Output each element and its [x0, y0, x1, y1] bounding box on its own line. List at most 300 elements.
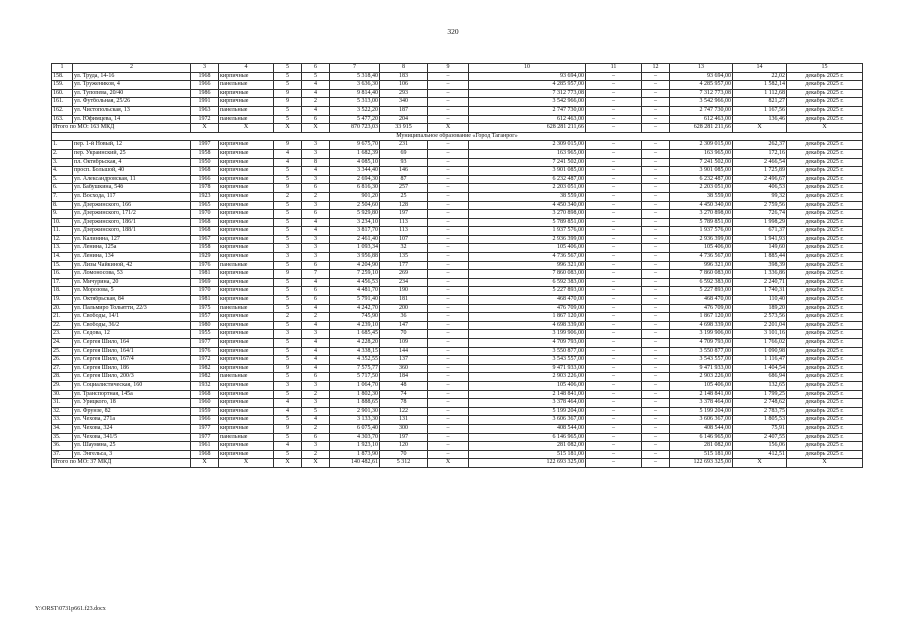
table-cell: 5	[274, 167, 302, 176]
table-cell: кирпичные	[219, 270, 274, 279]
table-cell: 2 201,04	[733, 321, 787, 330]
table-cell: 70	[380, 450, 428, 459]
table-row	[52, 321, 863, 330]
table-cell: –	[642, 459, 670, 468]
table-cell: 3 378 464,00	[469, 399, 586, 408]
table-cell: декабрь 2025 г.	[787, 330, 863, 339]
table-cell: –	[428, 98, 469, 107]
table-cell: 6 592 383,00	[670, 278, 733, 287]
table-cell: 25	[380, 192, 428, 201]
table-cell: 122	[380, 407, 428, 416]
table-cell: 5 227 893,00	[670, 287, 733, 296]
table-cell: 628 281 211,66	[469, 124, 586, 133]
table-cell: 1958	[191, 149, 219, 158]
table-row	[52, 407, 863, 416]
table-cell: 398,39	[733, 261, 787, 270]
table-cell: ул. Свободы, 36/2	[73, 321, 191, 330]
table-cell: 3 344,40	[330, 167, 380, 176]
table-cell: 33 915	[380, 124, 428, 133]
table-cell: 1960	[191, 399, 219, 408]
table-cell: 9	[274, 89, 302, 98]
table-cell: декабрь 2025 г.	[787, 347, 863, 356]
table-cell: декабрь 2025 г.	[787, 227, 863, 236]
table-cell: 293	[380, 89, 428, 98]
table-cell: –	[428, 158, 469, 167]
table-cell: –	[428, 399, 469, 408]
table-cell: ул. Труда, 14-16	[73, 72, 191, 81]
table-cell: 1 873,90	[330, 450, 380, 459]
table-cell: 821,27	[733, 98, 787, 107]
table-cell: 4	[302, 218, 330, 227]
table-cell: –	[642, 106, 670, 115]
table-cell: 163.	[52, 115, 73, 124]
table-cell: 1970	[191, 287, 219, 296]
table-cell: 3 901 085,00	[469, 167, 586, 176]
table-cell: 7.	[52, 192, 73, 201]
table-cell: ул. Бабушкина, 54б	[73, 184, 191, 193]
table-cell: 2 496,67	[733, 175, 787, 184]
table-cell: 13.	[52, 244, 73, 253]
table-cell: –	[586, 313, 642, 322]
table-cell: кирпичные	[219, 192, 274, 201]
table-cell: –	[586, 98, 642, 107]
table-cell: 4	[274, 407, 302, 416]
table-cell: кирпичные	[219, 89, 274, 98]
table-cell: панельные	[219, 373, 274, 382]
table-cell: ул. Сергея Шило, 164/1	[73, 347, 191, 356]
table-cell: –	[642, 115, 670, 124]
table-cell: 9	[428, 64, 469, 73]
table-cell: 4	[302, 89, 330, 98]
table-cell: 4	[302, 321, 330, 330]
table-cell: 7 860 083,00	[670, 270, 733, 279]
table-cell: 122 693 325,00	[670, 459, 733, 468]
table-cell: пер. Украинский, 25	[73, 149, 191, 158]
table-cell: 135	[380, 253, 428, 262]
table-cell: 671,37	[733, 227, 787, 236]
table-cell: кирпичные	[219, 158, 274, 167]
table-cell: 1961	[191, 442, 219, 451]
table-cell: 3 636,30	[330, 81, 380, 90]
table-cell: 190	[380, 287, 428, 296]
table-cell: 1977	[191, 433, 219, 442]
table-cell: 1981	[191, 270, 219, 279]
table-cell: 18.	[52, 287, 73, 296]
housing-register-table	[51, 63, 863, 468]
table-cell: 5	[274, 339, 302, 348]
table-cell: –	[642, 124, 670, 133]
table-cell: 5	[274, 347, 302, 356]
table-cell: кирпичные	[219, 347, 274, 356]
table-cell: –	[428, 416, 469, 425]
table-cell: 412,51	[733, 450, 787, 459]
table-cell: 5.	[52, 175, 73, 184]
table-cell: X	[428, 124, 469, 133]
table-cell: –	[428, 210, 469, 219]
table-cell: 1968	[191, 167, 219, 176]
table-cell: 231	[380, 141, 428, 150]
table-cell: 4	[302, 304, 330, 313]
table-cell: 3 817,70	[330, 227, 380, 236]
table-cell: X	[219, 124, 274, 133]
table-cell: 5 791,40	[330, 296, 380, 305]
table-cell: 628 281 211,66	[670, 124, 733, 133]
table-cell: декабрь 2025 г.	[787, 81, 863, 90]
table-cell: 25.	[52, 347, 73, 356]
table-cell: –	[642, 192, 670, 201]
table-cell: 8.	[52, 201, 73, 210]
table-cell: кирпичные	[219, 390, 274, 399]
file-path-footer: Y:\ORST\0731p661.f23.docx	[35, 606, 106, 612]
table-cell: декабрь 2025 г.	[787, 261, 863, 270]
table-cell: 1 802,30	[330, 390, 380, 399]
table-cell: –	[642, 287, 670, 296]
table-cell: кирпичные	[219, 287, 274, 296]
table-cell: 1977	[191, 424, 219, 433]
table-cell: 113	[380, 227, 428, 236]
table-row	[52, 89, 863, 98]
table-cell: кирпичные	[219, 442, 274, 451]
table-cell: 9	[274, 424, 302, 433]
table-cell: 4 228,20	[330, 339, 380, 348]
table-cell: декабрь 2025 г.	[787, 356, 863, 365]
table-cell: 11	[586, 64, 642, 73]
table-cell: 3	[302, 149, 330, 158]
table-cell: декабрь 2025 г.	[787, 364, 863, 373]
table-cell: 4	[302, 364, 330, 373]
table-cell: кирпичные	[219, 450, 274, 459]
table-cell: 137	[380, 356, 428, 365]
table-cell: 1968	[191, 218, 219, 227]
table-cell: декабрь 2025 г.	[787, 442, 863, 451]
table-row	[52, 356, 863, 365]
table-cell: –	[586, 356, 642, 365]
table-cell: 1929	[191, 253, 219, 262]
table-cell: 340	[380, 98, 428, 107]
table-cell: 23.	[52, 330, 73, 339]
table-cell: 6	[302, 210, 330, 219]
table-cell: пл. Октябрьская, 4	[73, 158, 191, 167]
table-cell: 29.	[52, 381, 73, 390]
table-cell: 1 766,02	[733, 339, 787, 348]
table-cell: –	[642, 141, 670, 150]
table-cell: декабрь 2025 г.	[787, 210, 863, 219]
table-cell: –	[586, 278, 642, 287]
table-cell: 1965	[191, 201, 219, 210]
table-cell: –	[586, 141, 642, 150]
table-cell: 1968	[191, 72, 219, 81]
table-cell: 16.	[52, 270, 73, 279]
table-cell: декабрь 2025 г.	[787, 115, 863, 124]
table-cell: 515 181,00	[469, 450, 586, 459]
table-cell: 1959	[191, 407, 219, 416]
table-cell: 6	[302, 64, 330, 73]
table-cell: 5 318,40	[330, 72, 380, 81]
table-cell: 2 759,56	[733, 201, 787, 210]
table-cell: 3 199 906,00	[469, 330, 586, 339]
table-cell: 146	[380, 167, 428, 176]
table-row	[52, 278, 863, 287]
table-cell: 5	[274, 356, 302, 365]
table-cell: 6 592 383,00	[469, 278, 586, 287]
table-cell: 15.	[52, 261, 73, 270]
table-cell: кирпичные	[219, 356, 274, 365]
table-cell: 4 450 340,00	[469, 201, 586, 210]
table-cell: 12	[642, 64, 670, 73]
table-cell: 6 816,30	[330, 184, 380, 193]
table-cell: 4	[302, 81, 330, 90]
table-cell: 181	[380, 296, 428, 305]
table-row	[52, 399, 863, 408]
table-cell: ул. Сергея Шило, 167/4	[73, 356, 191, 365]
table-cell: ул. Чехова, 271а	[73, 416, 191, 425]
table-cell: –	[428, 407, 469, 416]
table-cell: 6 232 487,00	[670, 175, 733, 184]
table-cell: 5	[274, 175, 302, 184]
table-cell: –	[428, 218, 469, 227]
table-cell: 7 312 773,08	[469, 89, 586, 98]
table-cell: 12.	[52, 235, 73, 244]
table-cell: 2 461,40	[330, 235, 380, 244]
table-cell: 1 682,39	[330, 149, 380, 158]
table-cell: –	[586, 158, 642, 167]
table-cell: –	[428, 235, 469, 244]
table-cell: 17.	[52, 278, 73, 287]
table-cell: 93	[380, 158, 428, 167]
table-cell: декабрь 2025 г.	[787, 296, 863, 305]
table-cell: 3 550 877,00	[469, 347, 586, 356]
table-cell: –	[642, 72, 670, 81]
table-cell: 262,37	[733, 141, 787, 150]
table-cell: –	[428, 330, 469, 339]
table-cell: просп. Большой, 40	[73, 167, 191, 176]
table-cell: 128	[380, 201, 428, 210]
table-cell: кирпичные	[219, 253, 274, 262]
table-cell: –	[642, 364, 670, 373]
table-cell: ул. Восхода, 117	[73, 192, 191, 201]
table-cell: 7 241 502,00	[670, 158, 733, 167]
table-cell: 281 082,00	[469, 442, 586, 451]
table-cell: 2	[73, 64, 191, 73]
table-cell: ул. Пальмиро Тольятти, 22/3	[73, 304, 191, 313]
table-cell: –	[586, 424, 642, 433]
table-cell: 5	[274, 81, 302, 90]
table-cell: –	[428, 304, 469, 313]
table-cell: 5	[274, 201, 302, 210]
table-cell: –	[642, 450, 670, 459]
table-cell: 2 240,71	[733, 278, 787, 287]
table-cell: 4	[302, 106, 330, 115]
table-cell: –	[586, 321, 642, 330]
table-cell: 3 606 367,00	[670, 416, 733, 425]
table-cell: 163 965,00	[670, 149, 733, 158]
table-cell: –	[642, 304, 670, 313]
table-cell: 28.	[52, 373, 73, 382]
table-cell: 3 542 966,00	[670, 98, 733, 107]
table-cell: декабрь 2025 г.	[787, 450, 863, 459]
table-row	[52, 253, 863, 262]
table-cell: –	[586, 296, 642, 305]
table-cell: 1957	[191, 313, 219, 322]
table-cell: 3	[302, 253, 330, 262]
table-cell: 1 090,98	[733, 347, 787, 356]
table-cell: 1 336,86	[733, 270, 787, 279]
table-cell: 30.	[52, 390, 73, 399]
table-cell: –	[642, 175, 670, 184]
table-row	[52, 364, 863, 373]
table-cell: 1966	[191, 175, 219, 184]
table-cell: 1997	[191, 141, 219, 150]
table-cell: 1977	[191, 339, 219, 348]
table-cell: 2 903 226,00	[469, 373, 586, 382]
table-cell: 5	[274, 261, 302, 270]
table-cell: –	[586, 72, 642, 81]
table-cell: 5	[274, 304, 302, 313]
table-row	[52, 270, 863, 279]
table-cell: 5	[274, 390, 302, 399]
table-cell: 9 675,70	[330, 141, 380, 150]
table-row	[52, 218, 863, 227]
table-cell: –	[642, 253, 670, 262]
table-cell: 5	[274, 287, 302, 296]
table-cell: –	[642, 416, 670, 425]
table-cell: 612 463,00	[469, 115, 586, 124]
table-cell: кирпичные	[219, 201, 274, 210]
table-cell: 4 303,70	[330, 433, 380, 442]
table-cell: 1 805,53	[733, 416, 787, 425]
table-cell: 187	[380, 106, 428, 115]
table-cell: 105 406,00	[469, 381, 586, 390]
table-cell: –	[428, 261, 469, 270]
table-cell: 4	[302, 347, 330, 356]
table-cell: –	[586, 390, 642, 399]
table-cell: 1 885,44	[733, 253, 787, 262]
table-cell: 2 573,56	[733, 313, 787, 322]
table-cell: –	[586, 287, 642, 296]
table-cell: ул. Футбольная, 25/26	[73, 98, 191, 107]
table-cell: декабрь 2025 г.	[787, 278, 863, 287]
table-cell: 870 723,03	[330, 124, 380, 133]
table-cell: 4 698 339,00	[670, 321, 733, 330]
table-cell: кирпичные	[219, 364, 274, 373]
table-cell: 13	[670, 64, 733, 73]
table-cell: –	[586, 450, 642, 459]
table-row	[52, 201, 863, 210]
table-cell: 1966	[191, 81, 219, 90]
table-cell: 26.	[52, 356, 73, 365]
table-cell: декабрь 2025 г.	[787, 381, 863, 390]
table-cell: 3 270 898,00	[469, 210, 586, 219]
table-cell: 107	[380, 235, 428, 244]
table-cell: –	[586, 407, 642, 416]
table-cell: ул. Чистопольская, 13	[73, 106, 191, 115]
table-cell: 22.	[52, 321, 73, 330]
table-cell: –	[642, 244, 670, 253]
table-cell: 1 093,34	[330, 244, 380, 253]
table-cell: –	[642, 433, 670, 442]
table-cell: –	[586, 459, 642, 468]
table-cell: 2 747 730,00	[469, 106, 586, 115]
table-cell: кирпичные	[219, 313, 274, 322]
table-cell: 5	[274, 218, 302, 227]
table-cell: 27.	[52, 364, 73, 373]
table-cell: 3 542 966,00	[469, 98, 586, 107]
table-cell: 2 936 399,00	[670, 235, 733, 244]
table-cell: 3 901 085,00	[670, 167, 733, 176]
table-row	[52, 373, 863, 382]
table-cell: 31.	[52, 399, 73, 408]
table-cell: ул. Социалистическая, 160	[73, 381, 191, 390]
table-cell: 2	[302, 390, 330, 399]
table-cell: 3 606 367,00	[469, 416, 586, 425]
table-cell: –	[642, 390, 670, 399]
table-cell: X	[274, 124, 302, 133]
table-cell: 120	[380, 442, 428, 451]
table-cell: 1968	[191, 450, 219, 459]
table-cell: 33.	[52, 416, 73, 425]
table-cell: –	[428, 321, 469, 330]
table-cell: 2	[302, 98, 330, 107]
table-cell: 3 543 557,00	[670, 356, 733, 365]
table-cell: 2 309 015,00	[670, 141, 733, 150]
table-cell: 3	[302, 399, 330, 408]
table-cell: ул. Труженикoв, 4	[73, 81, 191, 90]
table-row	[52, 296, 863, 305]
table-cell: 1 998,29	[733, 218, 787, 227]
table-cell: ул. Дзержинского, 166	[73, 201, 191, 210]
table-cell: 5	[274, 227, 302, 236]
table-cell: декабрь 2025 г.	[787, 313, 863, 322]
table-cell: 1 923,10	[330, 442, 380, 451]
table-row	[52, 192, 863, 201]
table-cell: 5	[274, 72, 302, 81]
table-cell: –	[428, 81, 469, 90]
table-cell: панельные	[219, 261, 274, 270]
table-cell: ул. Дзержинского, 188/1	[73, 227, 191, 236]
table-cell: 1958	[191, 244, 219, 253]
table-cell: декабрь 2025 г.	[787, 373, 863, 382]
table-cell: ул. Мичурина, 20	[73, 278, 191, 287]
table-cell: 158.	[52, 72, 73, 81]
table-cell: –	[642, 89, 670, 98]
table-cell: 1 404,54	[733, 364, 787, 373]
table-cell: –	[586, 175, 642, 184]
table-cell: –	[586, 261, 642, 270]
table-cell: 3.	[52, 158, 73, 167]
table-cell: 163 965,00	[469, 149, 586, 158]
table-cell: 1.	[52, 141, 73, 150]
table-cell: 22,02	[733, 72, 787, 81]
table-cell: 996 321,00	[670, 261, 733, 270]
table-cell: 131	[380, 416, 428, 425]
table-cell: –	[586, 442, 642, 451]
table-cell: X	[219, 459, 274, 468]
table-cell: 5	[274, 210, 302, 219]
table-cell: 4.	[52, 167, 73, 176]
table-cell: 1 888,65	[330, 399, 380, 408]
table-cell: –	[428, 72, 469, 81]
table-cell: 1 937 576,00	[670, 227, 733, 236]
table-cell: 1980	[191, 321, 219, 330]
table-cell: 3	[302, 381, 330, 390]
table-cell: –	[428, 201, 469, 210]
table-cell: 69	[380, 149, 428, 158]
table-cell: 11.	[52, 227, 73, 236]
table-cell: 300	[380, 424, 428, 433]
table-cell: –	[428, 339, 469, 348]
table-cell: панельные	[219, 304, 274, 313]
table-cell: 9	[274, 270, 302, 279]
